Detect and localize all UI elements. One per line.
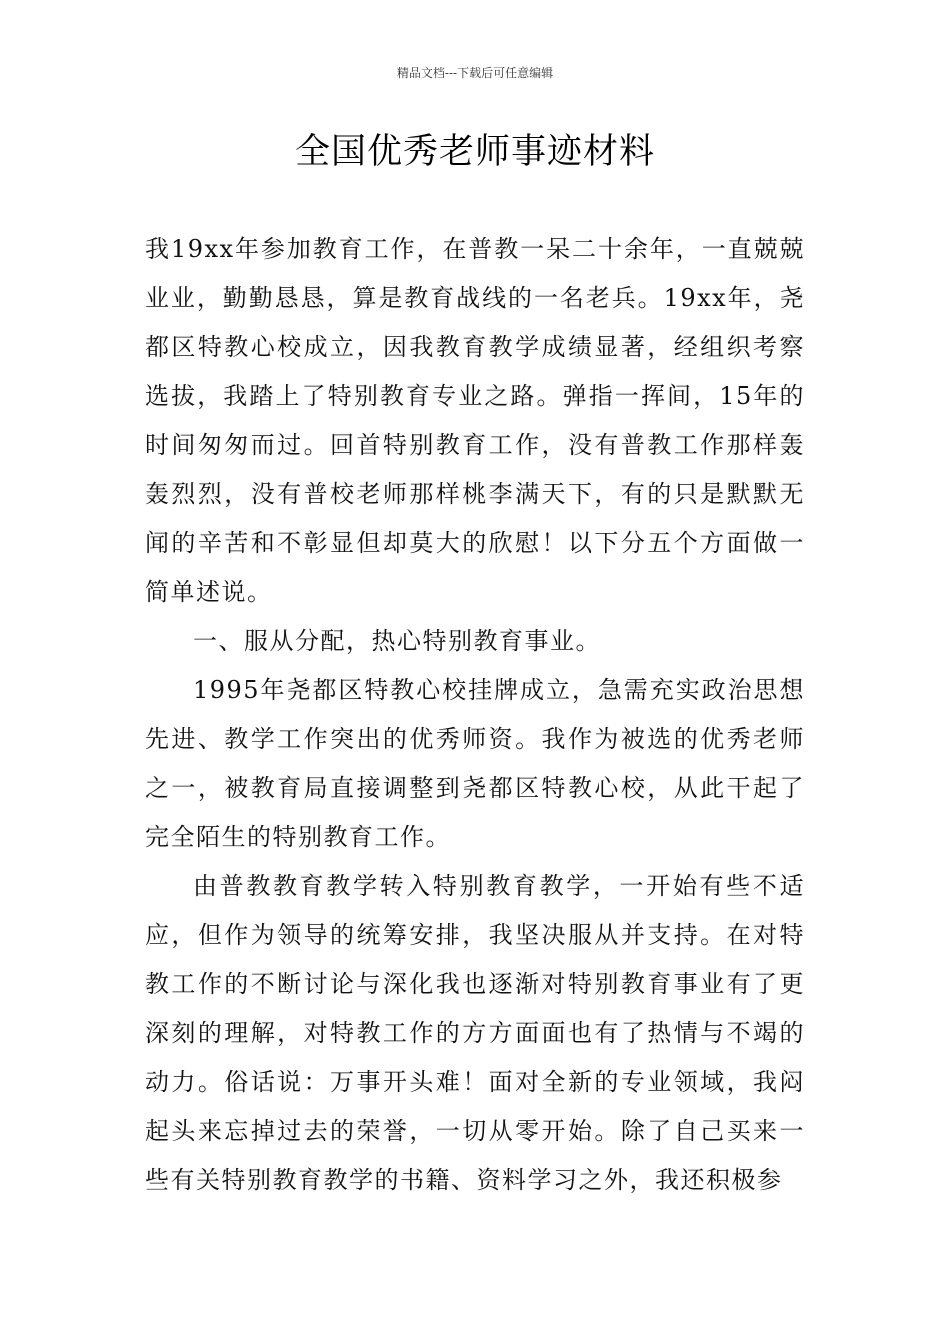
paragraph-intro: 我19xx年参加教育工作，在普教一呆二十余年，一直兢兢业业，勤勤恳恳，算是教育战线的一名老兵。19xx年，尧都区特教心校成立，因我教育教学成绩显著，经组织考察选拔，我踏上了特别教育专业之路。弹指一挥间，15年的时间匆匆而过。回首特别教育工作，没有普教工作那样轰轰烈烈，没有普校老师那样桃李满天下，有的只是默默无闻的辛苦和不彰显但却莫大的欣慰！以下分五个方面做一简单述说。	[145, 235, 805, 606]
section-heading-1: 一、服从分配，热心特别教育事业。	[193, 627, 601, 655]
paragraph-transition: 由普教教育教学转入特别教育教学，一开始有些不适应，但作为领导的统筹安排，我坚决服从并支持。在对特教工作的不断讨论与深化我也逐渐对特别教育事业有了更深刻的理解，对特教工作的方方面面也有了热情与不竭的动力。俗话说：万事开头难！面对全新的专业领域，我闷起头来忘掉过去的荣誉，一切从零开始。除了自己买来一些有关特别教育教学的书籍、资料学习之外，我还积极参	[145, 872, 805, 1194]
paragraph-1995: 1995年尧都区特教心校挂牌成立，急需充实政治思想先进、教学工作突出的优秀师资。我作为被选的优秀老师之一，被教育局直接调整到尧都区特教心校，从此干起了完全陌生的特别教育工作。	[145, 676, 805, 851]
document-title: 全国优秀老师事迹材料	[294, 132, 655, 172]
document-body	[145, 225, 805, 1205]
header-note: 精品文档---下载后可任意编辑	[396, 66, 554, 80]
